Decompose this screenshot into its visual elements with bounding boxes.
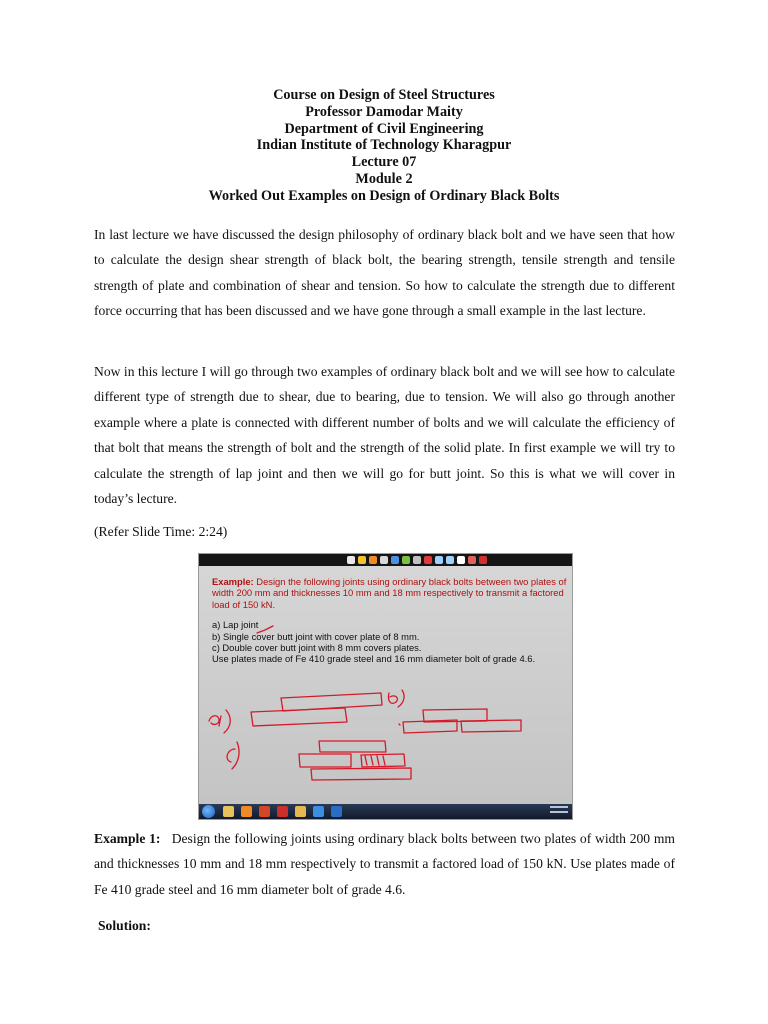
lecture-number: Lecture 07 [351, 154, 417, 171]
highlighter-icon [369, 556, 377, 564]
browser-icon [313, 806, 324, 817]
document-icon [331, 806, 342, 817]
example-1-label: Example 1: [94, 831, 161, 846]
lecture-slide-image [198, 553, 573, 820]
overview-paragraph: Now in this lecture I will go through two examples of ordinary black bolt and we will see how to calculate different type of strength due to shear, due to bearing, due to tension. We will also go through another example where a plate is connected with different number of bolts and we will calculate the efficiency of that bolt that means the strength of bolt and the strength of the solid plate. In first example we will try to calculate the strength of lap joint and then we will go for butt joint. So this is what we will cover in today’s lecture. [94, 364, 675, 507]
sketch-double-cover-bottom-plate [311, 768, 411, 780]
pen-icon [358, 556, 366, 564]
folder-icon [295, 806, 306, 817]
system-clock-icon [550, 806, 568, 816]
text-icon [413, 556, 421, 564]
explorer-icon [223, 806, 234, 817]
undo-icon [435, 556, 443, 564]
slide-item-double-cover: c) Double cover butt joint with 8 mm covers plates. [212, 642, 422, 654]
shape-icon [402, 556, 410, 564]
annotation-toolbar [199, 554, 572, 566]
sketch-double-cover-main-plates [299, 754, 405, 767]
line-icon [391, 556, 399, 564]
pointer-icon [347, 556, 355, 564]
course-title: Course on Design of Steel Structures [273, 87, 495, 103]
sketch-dot [399, 724, 400, 725]
slide-item-material: Use plates made of Fe 410 grade steel and 16 mm diameter bolt of grade 4.6. [212, 653, 536, 665]
pdf-icon [277, 806, 288, 817]
slide-item-lap-joint: a) Lap joint [212, 619, 259, 631]
clear-icon [468, 556, 476, 564]
lecture-topic: Worked Out Examples on Design of Ordinary Black Bolts [208, 187, 560, 204]
solution-heading: Solution: [98, 918, 151, 933]
intro-paragraph: In last lecture we have discussed the design philosophy of ordinary black bolt and we have seen that how to calculate the design shear strength of black bolt, the bearing strength, tensile strength and tensile strength of plate and combination of shear and tension. So how to calculate the strength due to different force occurring that has been discussed and we have gone through a small example in the last lecture. [94, 227, 675, 319]
institute-name: Indian Institute of Technology Kharagpur [256, 137, 512, 154]
media-player-icon [241, 806, 252, 817]
department-name: Department of Civil Engineering [284, 120, 484, 137]
professor-name: Professor Damodar Maity [305, 103, 463, 120]
slide-example-label: Example: [212, 576, 254, 587]
module-number: Module 2 [355, 170, 413, 187]
sketch-lap-joint-lower-plate [251, 708, 347, 726]
example-1-statement [94, 826, 675, 902]
sketch-label-c [227, 742, 239, 769]
color-icon [424, 556, 432, 564]
eraser-icon [380, 556, 388, 564]
sketch-label-b [388, 690, 404, 707]
example-1-text: Design the following joints using ordinary black bolts between two plates of width 200 mm and thicknesses 10 mm and 18 mm respectively to transmit a factored load of 150 kN. Use plates made of Fe 410 grade steel and 16 mm diameter bolt of grade 4.6. [94, 831, 676, 897]
sketch-bolt-hatching [365, 756, 385, 765]
presentation-icon [259, 806, 270, 817]
page-icon [457, 556, 465, 564]
slide-time-reference: (Refer Slide Time: 2:24) [94, 524, 228, 539]
slide-example-text: Design the following joints using ordinary black bolts between two plates of width 200 mm and thicknesses 10 mm and 18 mm respectively to transmit a factored load of 150 kN. [212, 576, 567, 610]
start-button-icon [202, 805, 215, 818]
sketch-double-cover-top-plate [319, 741, 386, 752]
redo-icon [446, 556, 454, 564]
lap-joint-tick-mark [257, 626, 273, 633]
slide-item-single-cover: b) Single cover butt joint with cover plate of 8 mm. [212, 630, 420, 642]
windows-taskbar [199, 804, 572, 819]
document-header [0, 87, 768, 205]
close-icon [479, 556, 487, 564]
sketch-label-a [209, 710, 230, 733]
handwritten-sketches [199, 566, 572, 804]
